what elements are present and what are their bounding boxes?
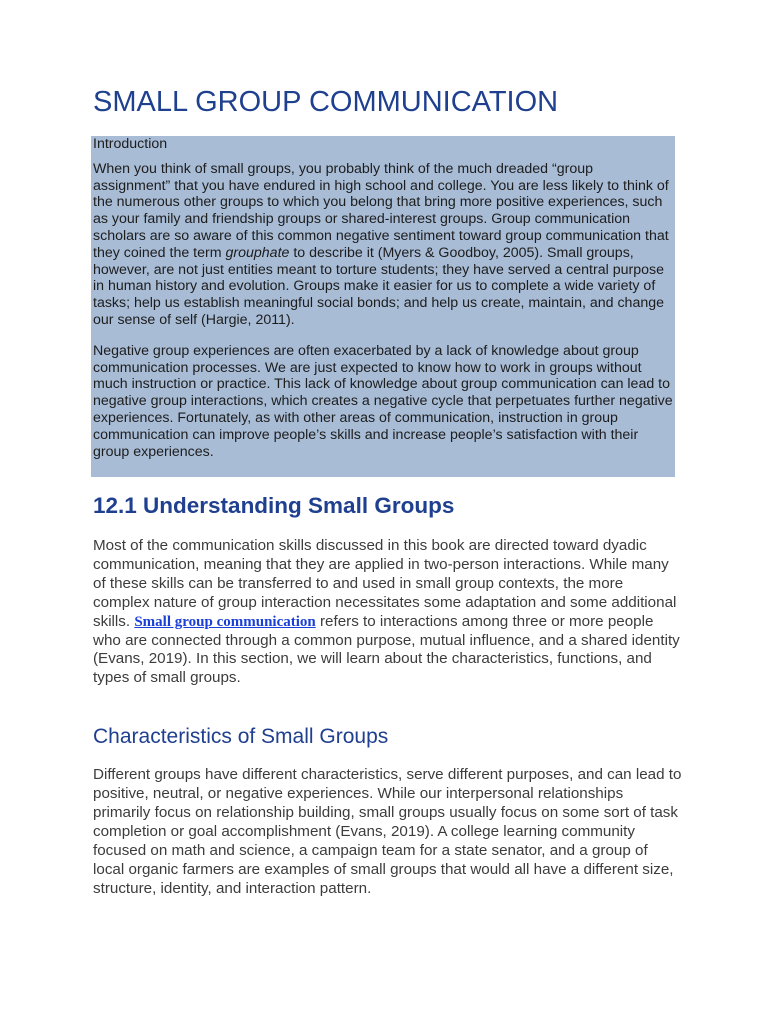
document-title: SMALL GROUP COMMUNICATION [93, 86, 559, 118]
term-grouphate: grouphate [225, 244, 290, 261]
subsection-paragraph: Different groups have different characteristics, serve different purposes, and can lead to positive, neutral, or negative experiences. While our interpersonal relationships primarily focus on relationship building, small groups usually focus on some sort of task completion or goal accomplishment (Evans, 2019). A college learning community focused on math and science, a campaign team for a state senator, and a group of local organic farmers are examples of small groups that would all have a different size, structure, identity, and interaction pattern. [93, 766, 682, 897]
introduction-paragraph-1-text-a: When you think of small groups, you probably think of the much dreaded “group assignment” that you have endured in high school and college. You are less likely to think of the numerous other groups to which you belong that bring more positive experiences, such as your family and friendship groups or shared-interest groups. Group communication scholars are so aware of this common negative sentiment toward group communication that they coined the term [93, 160, 669, 261]
section-heading-understanding-small-groups: 12.1 Understanding Small Groups [93, 493, 455, 518]
section-paragraph-text-b: refers to interactions among three or more people who are connected through a common purpose, mutual influence, and a shared identity (Evans, 2019). In this section, we will learn about the characteristics, functions, and types of small groups. [93, 612, 680, 687]
introduction-paragraph-1-text-b: to describe it (Myers & Goodboy, 2005). Small groups, however, are not just entities meant to torture students; they have served a central purpose in human history and evolution. Groups make it easier for us to complete a wide variety of tasks; help us establish meaningful social bonds; and help us create, maintain, and change our sense of self (Hargie, 2011). [93, 244, 665, 328]
section-paragraph [93, 537, 683, 688]
introduction-highlight-box [91, 136, 675, 477]
introduction-paragraph-2: Negative group experiences are often exacerbated by a lack of knowledge about group communication processes. We are just expected to know how to work in groups without much instruction or practice. This lack of knowledge about group communication can lead to negative group interactions, which creates a negative cycle that perpetuates further negative experiences. Fortunately, as with other areas of communication, instruction in group communication can improve people’s skills and increase people’s satisfaction with their group experiences. [93, 342, 673, 460]
introduction-paragraph-1 [93, 161, 673, 329]
introduction-label: Introduction [93, 136, 168, 152]
subsection-heading-characteristics: Characteristics of Small Groups [93, 725, 389, 748]
section-paragraph-text-a: Most of the communication skills discussed in this book are directed toward dyadic communication, meaning that they are applied in two-person interactions. While many of these skills can be transferred to and used in small group contexts, the more complex nature of group interaction necessitates some adaptation and some additional skills. [93, 537, 677, 630]
small-group-communication-link[interactable]: Small group communication [134, 613, 316, 630]
